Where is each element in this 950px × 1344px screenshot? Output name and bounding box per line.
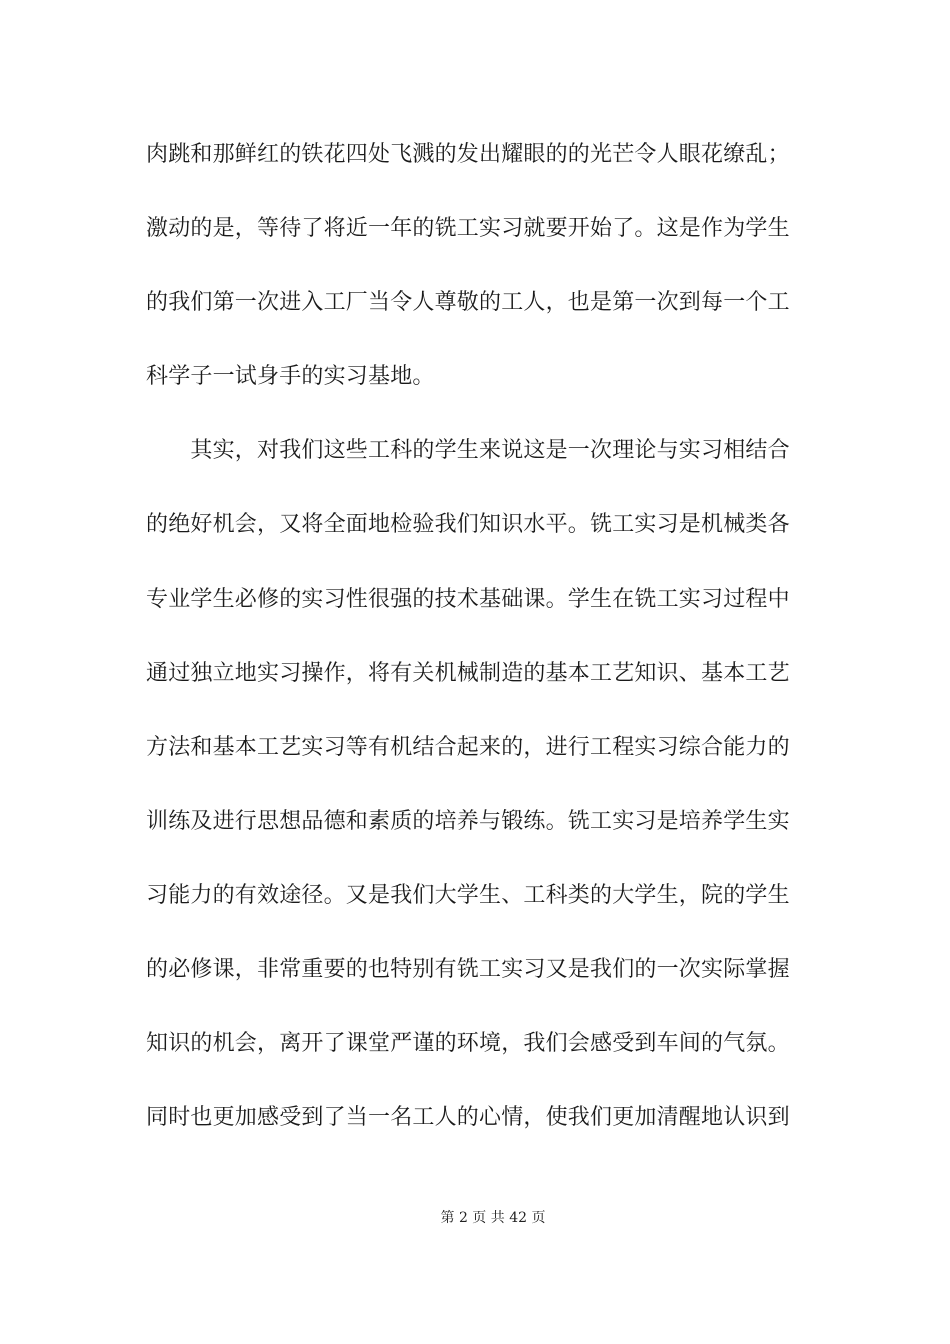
text-line-14: 同时也更加感受到了当一名工人的心情，使我们更加清醒地认识到 xyxy=(146,1105,790,1130)
page-number-footer: 第 2 页 共 42 页 xyxy=(440,1210,546,1226)
text-line-7: 专业学生必修的实习性很强的技术基础课。学生在铣工实习过程中 xyxy=(146,587,790,612)
text-line-5: 其实，对我们这些工科的学生来说这是一次理论与实习相结合 xyxy=(146,438,790,463)
text-line-6: 的绝好机会，又将全面地检验我们知识水平。铣工实习是机械类各 xyxy=(146,512,790,537)
text-line-10: 训练及进行思想品德和素质的培养与锻练。铣工实习是培养学生实 xyxy=(146,809,790,834)
text-line-11: 习能力的有效途径。又是我们大学生、工科类的大学生，院的学生 xyxy=(146,883,790,908)
text-line-1: 肉跳和那鲜红的铁花四处飞溅的发出耀眼的的光芒令人眼花缭乱； xyxy=(146,142,790,167)
text-line-13: 知识的机会，离开了课堂严谨的环境，我们会感受到车间的气氛。 xyxy=(146,1031,790,1056)
text-line-9: 方法和基本工艺实习等有机结合起来的，进行工程实习综合能力的 xyxy=(146,735,790,760)
text-line-3: 的我们第一次进入工厂当令人尊敬的工人，也是第一次到每一个工 xyxy=(146,290,790,315)
text-line-4: 科学子一试身手的实习基地。 xyxy=(146,364,435,389)
text-line-12: 的必修课，非常重要的也特别有铣工实习又是我们的一次实际掌握 xyxy=(146,957,790,982)
text-line-8: 通过独立地实习操作，将有关机械制造的基本工艺知识、基本工艺 xyxy=(146,661,790,686)
text-line-2: 激动的是，等待了将近一年的铣工实习就要开始了。这是作为学生 xyxy=(146,216,790,241)
